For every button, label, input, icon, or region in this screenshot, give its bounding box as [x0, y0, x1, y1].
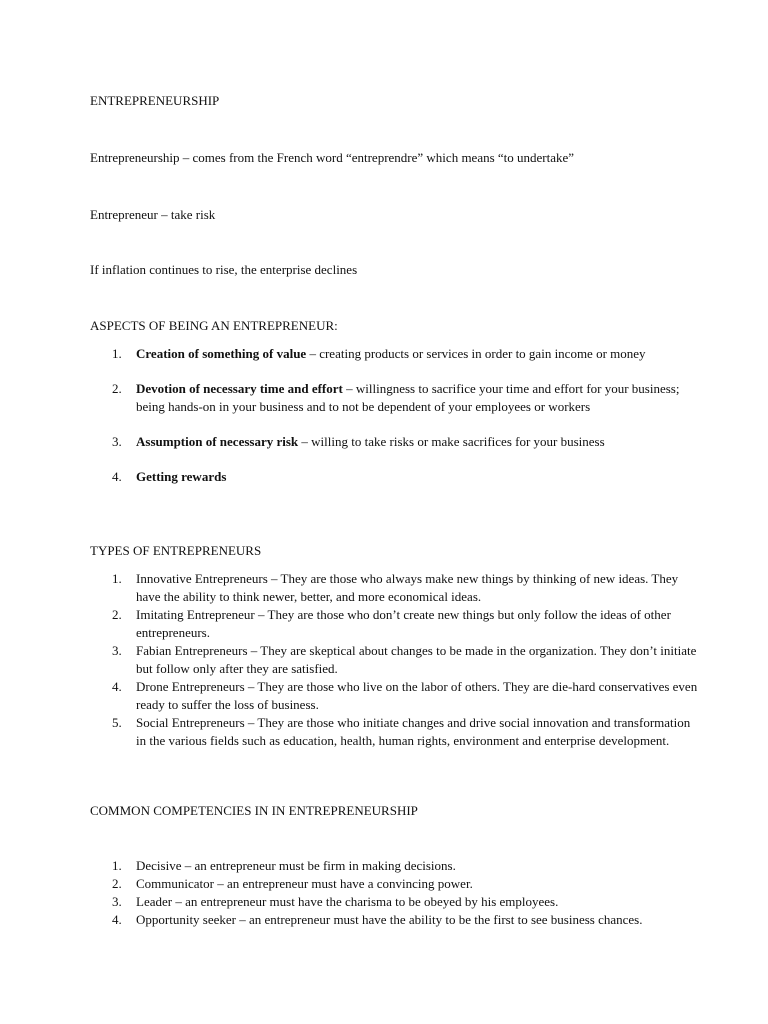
aspect-description: – creating products or services in order to gain income or money: [306, 346, 646, 361]
competencies-list: [90, 857, 700, 929]
list-item-text: Social Entrepreneurs – They are those who initiate changes and drive social innovation and transformation in the various fields such as education, health, human rights, environment and enterprise development.: [136, 715, 691, 748]
aspect-description: – willingness to sacrifice your time and effort for your business; being hands-on in your business and to not be dependent of your employees or workers: [136, 381, 680, 414]
list-number: 2.: [112, 381, 122, 396]
list-number: 3.: [112, 894, 122, 909]
list-number: 1.: [112, 571, 122, 586]
list-item: [90, 380, 700, 416]
aspect-term: Devotion of necessary time and effort: [136, 381, 343, 396]
list-item-text: Imitating Entrepreneur – They are those who don’t create new things but only follow the ideas of other entrepreneurs.: [136, 607, 671, 640]
list-number: 4.: [112, 912, 122, 927]
list-item-text: Decisive – an entrepreneur must be firm in making decisions.: [136, 858, 456, 873]
list-item: [90, 468, 700, 486]
competencies-heading: COMMON COMPETENCIES IN IN ENTREPRENEURSHIP: [90, 803, 418, 818]
list-item: [90, 606, 700, 642]
list-item: [90, 433, 700, 451]
list-item: [90, 714, 700, 750]
list-number: 1.: [112, 346, 122, 361]
list-item-text: Communicator – an entrepreneur must have a convincing power.: [136, 876, 473, 891]
types-list: [90, 570, 700, 750]
list-item: [90, 678, 700, 714]
list-number: 3.: [112, 643, 122, 658]
list-item: [90, 893, 700, 911]
aspect-term: Getting rewards: [136, 469, 227, 484]
aspects-list: [90, 345, 700, 486]
list-item: [90, 345, 700, 363]
types-heading: TYPES OF ENTREPRENEURS: [90, 543, 262, 558]
list-number: 5.: [112, 715, 122, 730]
list-item: [90, 570, 700, 606]
list-item-text: Opportunity seeker – an entrepreneur must have the ability to be the first to see business chances.: [136, 912, 643, 927]
list-item: [90, 911, 700, 929]
list-number: 4.: [112, 469, 122, 484]
list-number: 3.: [112, 434, 122, 449]
list-item: [90, 642, 700, 678]
list-item-text: Fabian Entrepreneurs – They are skeptical about changes to be made in the organization. They don’t initiate but follow only after they are satisfied.: [136, 643, 697, 676]
inflation-statement: If inflation continues to rise, the enterprise declines: [90, 262, 358, 277]
list-item: [90, 875, 700, 893]
aspect-term: Assumption of necessary risk: [136, 434, 299, 449]
list-item-text: Innovative Entrepreneurs – They are those who always make new things by thinking of new ideas. They have the ability to think newer, better, and more economical ideas.: [136, 571, 679, 604]
aspect-term: Creation of something of value: [136, 346, 307, 361]
definition-entrepreneur: Entrepreneur – take risk: [90, 207, 216, 222]
list-item: [90, 857, 700, 875]
aspects-heading: ASPECTS OF BEING AN ENTREPRENEUR:: [90, 318, 338, 333]
aspect-description: – willing to take risks or make sacrifices for your business: [298, 434, 605, 449]
list-number: 2.: [112, 876, 122, 891]
list-number: 4.: [112, 679, 122, 694]
list-item-text: Drone Entrepreneurs – They are those who live on the labor of others. They are die-hard conservatives even ready to suffer the loss of business.: [136, 679, 698, 712]
list-number: 2.: [112, 607, 122, 622]
list-item-text: Leader – an entrepreneur must have the charisma to be obeyed by his employees.: [136, 894, 559, 909]
definition-entrepreneurship: Entrepreneurship – comes from the French word “entreprendre” which means “to undertake”: [90, 150, 575, 165]
document-title: ENTREPRENEURSHIP: [90, 93, 220, 108]
list-number: 1.: [112, 858, 122, 873]
